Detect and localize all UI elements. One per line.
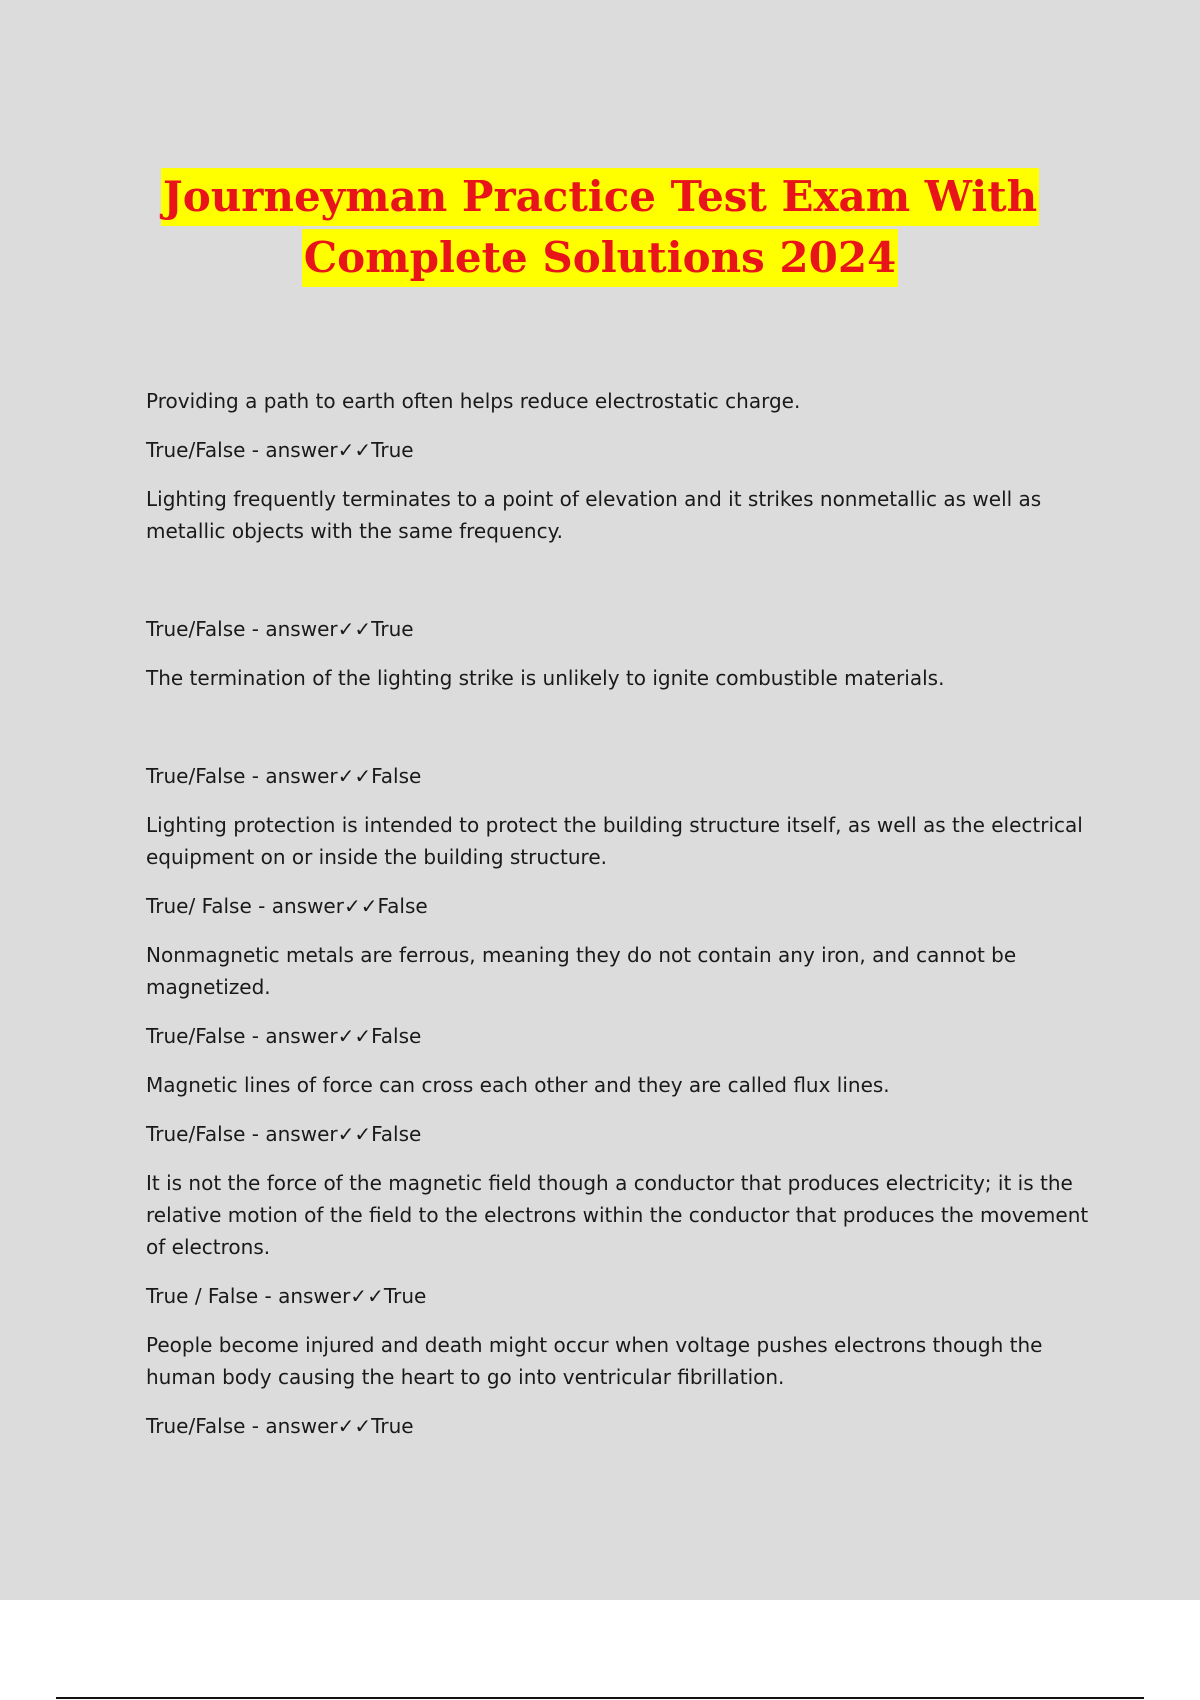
page-divider [56, 1697, 1144, 1699]
answer-line: True/ False - answer✓✓False [146, 894, 428, 918]
answer-line: True/False - answer✓✓True [146, 1414, 414, 1438]
answer-line: True/False - answer✓✓True [146, 617, 414, 641]
question-text: Lighting frequently terminates to a point of elevation and it strikes nonmetallic as well as [146, 487, 1042, 511]
question-text: metallic objects with the same frequency. [146, 519, 563, 543]
document-title [0, 168, 1200, 290]
question-text: It is not the force of the magnetic field though a conductor that produces electricity; it is the [146, 1171, 1073, 1195]
question-text: human body causing the heart to go into ventricular fibrillation. [146, 1365, 785, 1389]
answer-line: True/False - answer✓✓True [146, 438, 414, 462]
document-body [146, 385, 1089, 1459]
question-text: relative motion of the field to the electrons within the conductor that produces the movement [146, 1203, 1089, 1227]
question-text: The termination of the lighting strike is unlikely to ignite combustible materials. [146, 666, 945, 690]
question-text: People become injured and death might occur when voltage pushes electrons though the [146, 1333, 1043, 1357]
question-text: of electrons. [146, 1235, 271, 1259]
answer-line: True / False - answer✓✓True [146, 1284, 427, 1308]
question-text: Nonmagnetic metals are ferrous, meaning they do not contain any iron, and cannot be [146, 943, 1017, 967]
question-text: Magnetic lines of force can cross each other and they are called flux lines. [146, 1073, 890, 1097]
question-text: Providing a path to earth often helps reduce electrostatic charge. [146, 389, 801, 413]
answer-line: True/False - answer✓✓False [146, 1122, 422, 1146]
question-text: magnetized. [146, 975, 271, 999]
answer-line: True/False - answer✓✓False [146, 764, 422, 788]
question-text: equipment on or inside the building structure. [146, 845, 608, 869]
question-text: Lighting protection is intended to protect the building structure itself, as well as the electrical [146, 813, 1083, 837]
answer-line: True/False - answer✓✓False [146, 1024, 422, 1048]
title-line-2: Complete Solutions 2024 [302, 229, 899, 287]
title-line-1: Journeyman Practice Test Exam With [161, 168, 1039, 226]
